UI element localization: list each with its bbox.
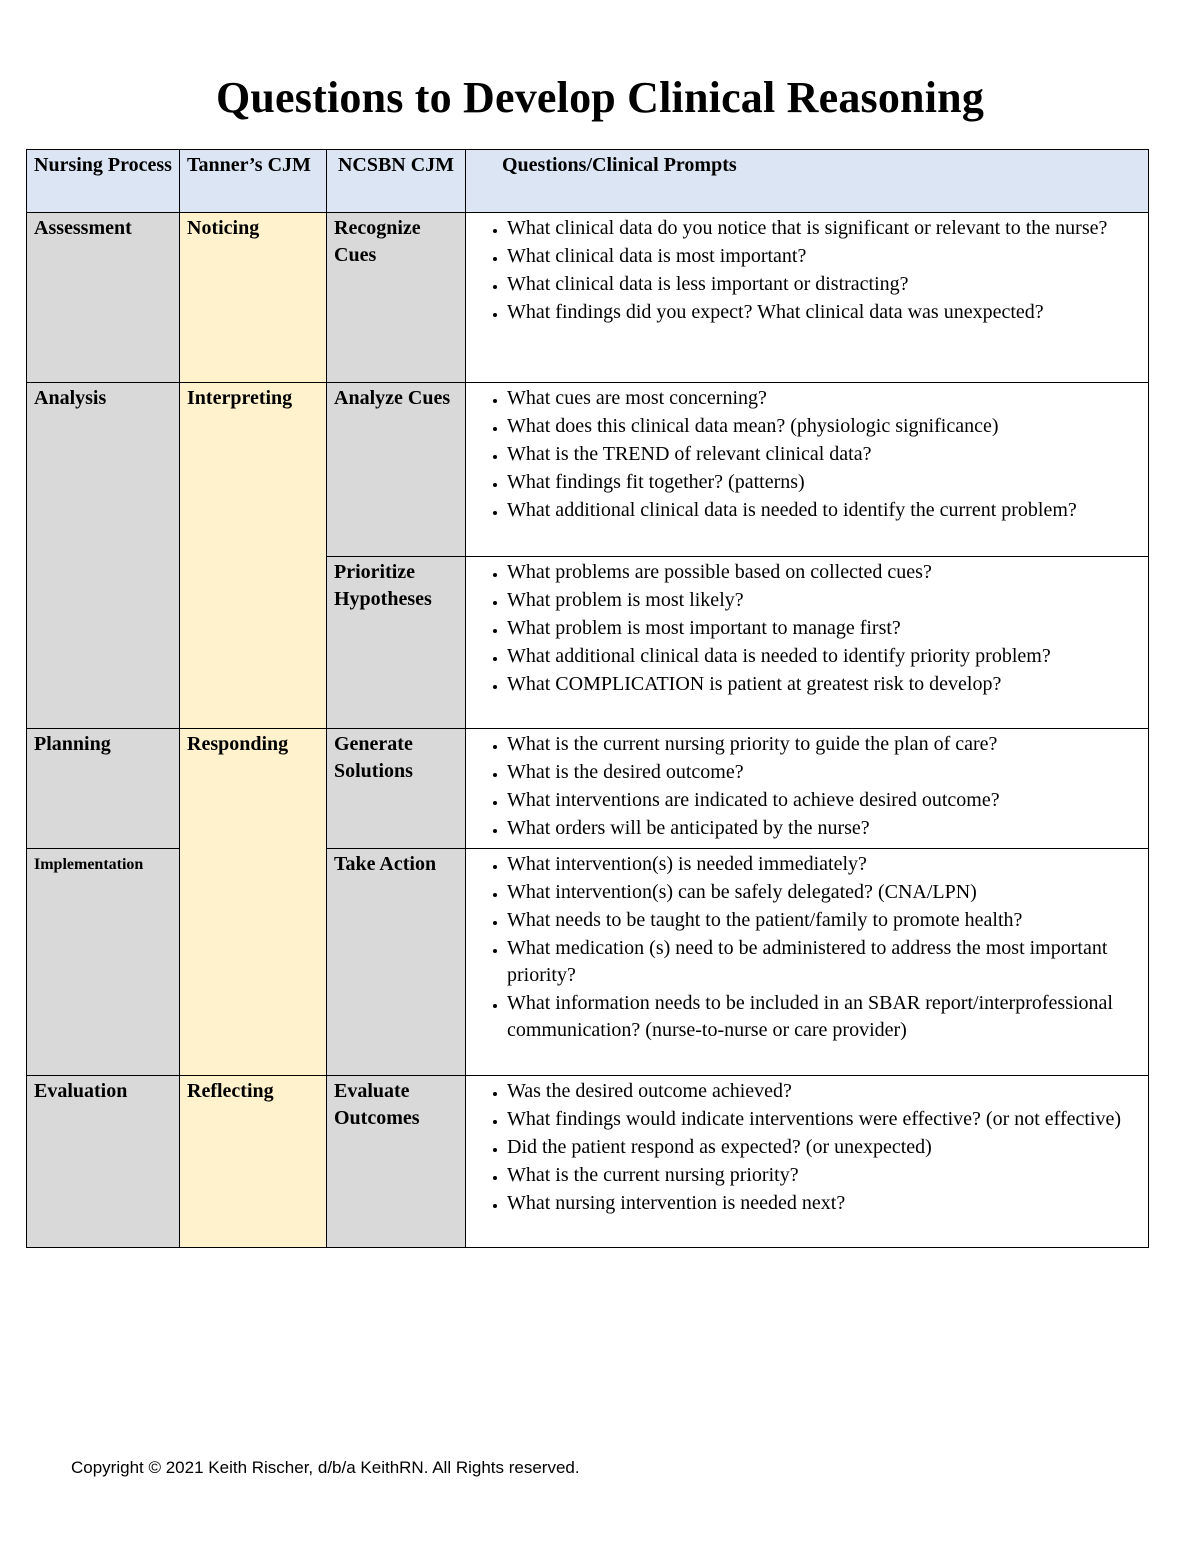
prompts-cell [466, 1076, 1149, 1248]
table-row [27, 729, 1149, 849]
prompt-item: • What is the current nursing priority to guide the plan of care? [507, 731, 1141, 758]
prompt-item: • What orders will be anticipated by the nurse? [507, 815, 1141, 842]
prompt-item: • What is the current nursing priority? [507, 1162, 1141, 1189]
prompt-list [473, 731, 1141, 842]
prompt-item: • What does this clinical data mean? (physiologic significance) [507, 413, 1141, 440]
prompt-item: • What nursing intervention is needed next? [507, 1190, 1141, 1217]
header-ncsbn: NCSBN CJM [327, 150, 466, 213]
prompt-list [473, 559, 1141, 698]
ncsbn-cell: Prioritize Hypotheses [327, 557, 466, 729]
prompt-item: • What is the TREND of relevant clinical data? [507, 441, 1141, 468]
prompt-item: • What COMPLICATION is patient at greatest risk to develop? [507, 671, 1141, 698]
prompt-item: • What additional clinical data is needed to identify the current problem? [507, 497, 1141, 524]
nursing-process-cell: Analysis [27, 383, 180, 729]
table-header-row [27, 150, 1149, 213]
prompt-item: • What is the desired outcome? [507, 759, 1141, 786]
ncsbn-cell: Take Action [327, 849, 466, 1076]
prompt-item: • What findings would indicate interventions were effective? (or not effective) [507, 1106, 1141, 1133]
prompt-item: • What problem is most likely? [507, 587, 1141, 614]
prompts-cell [466, 213, 1149, 383]
tanner-cell: Interpreting [180, 383, 327, 729]
prompt-item: • What intervention(s) can be safely delegated? (CNA/LPN) [507, 879, 1141, 906]
prompt-item: • What information needs to be included in an SBAR report/interprofessional communication? (nurse-to-nurse or care provider) [507, 990, 1141, 1044]
prompt-list [473, 851, 1141, 1044]
ncsbn-cell: Analyze Cues [327, 383, 466, 557]
prompt-item: • What additional clinical data is needed to identify priority problem? [507, 643, 1141, 670]
prompt-list [473, 215, 1141, 326]
prompts-cell [466, 383, 1149, 557]
prompt-item: • What findings fit together? (patterns) [507, 469, 1141, 496]
ncsbn-cell: Generate Solutions [327, 729, 466, 849]
nursing-process-cell: Implementation [27, 849, 180, 1076]
prompt-item: • What findings did you expect? What clinical data was unexpected? [507, 299, 1141, 326]
ncsbn-cell: Recognize Cues [327, 213, 466, 383]
prompt-item: • Was the desired outcome achieved? [507, 1078, 1141, 1105]
prompts-cell [466, 849, 1149, 1076]
prompt-item: • What clinical data do you notice that is significant or relevant to the nurse? [507, 215, 1141, 242]
table-row [27, 1076, 1149, 1248]
prompt-list [473, 385, 1141, 524]
clinical-reasoning-table [26, 149, 1149, 1248]
tanner-cell: Reflecting [180, 1076, 327, 1248]
prompt-item: • What cues are most concerning? [507, 385, 1141, 412]
prompt-item: • What intervention(s) is needed immediately? [507, 851, 1141, 878]
nursing-process-cell: Planning [27, 729, 180, 849]
prompt-item: • What clinical data is most important? [507, 243, 1141, 270]
prompt-item: • What problem is most important to manage first? [507, 615, 1141, 642]
header-nursing-process: Nursing Process [27, 150, 180, 213]
prompt-item: • What interventions are indicated to achieve desired outcome? [507, 787, 1141, 814]
prompt-item: • What clinical data is less important or distracting? [507, 271, 1141, 298]
ncsbn-cell: Evaluate Outcomes [327, 1076, 466, 1248]
prompt-item: • What problems are possible based on collected cues? [507, 559, 1141, 586]
nursing-process-cell: Evaluation [27, 1076, 180, 1248]
prompts-cell [466, 557, 1149, 729]
header-prompts: Questions/Clinical Prompts [466, 150, 1149, 213]
prompt-item: • What medication (s) need to be administered to address the most important priority? [507, 935, 1141, 989]
table-row [27, 213, 1149, 383]
tanner-cell: Responding [180, 729, 327, 1076]
header-tanner: Tanner’s CJM [180, 150, 327, 213]
prompt-list [473, 1078, 1141, 1217]
nursing-process-cell: Assessment [27, 213, 180, 383]
tanner-cell: Noticing [180, 213, 327, 383]
copyright-notice: Copyright © 2021 Keith Rischer, d/b/a KeithRN. All Rights reserved. [71, 1458, 580, 1477]
prompt-item: • Did the patient respond as expected? (or unexpected) [507, 1134, 1141, 1161]
page-title: Questions to Develop Clinical Reasoning [215, 73, 985, 122]
prompt-item: • What needs to be taught to the patient/family to promote health? [507, 907, 1141, 934]
prompts-cell [466, 729, 1149, 849]
table-row [27, 383, 1149, 557]
